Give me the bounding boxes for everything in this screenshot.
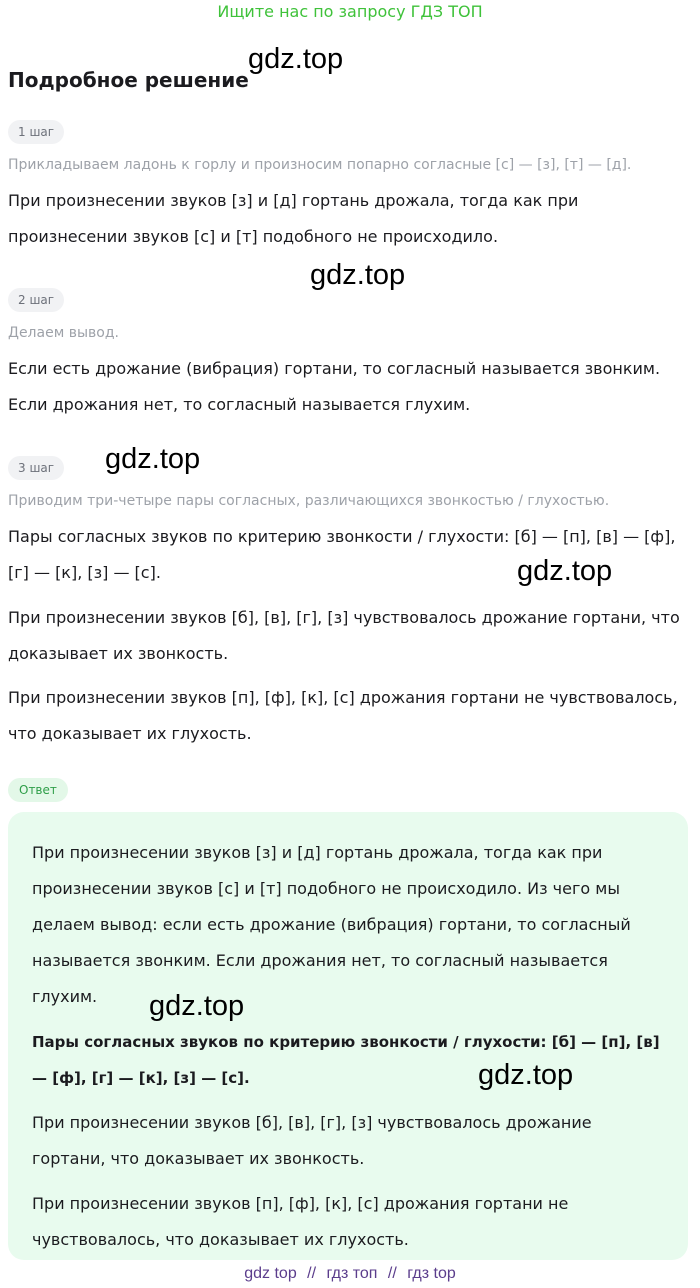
answer-paragraph-conclusion: При произнесении звуков [з] и [д] гортань дрожала, тогда как при произнесении звуков [с] и [т] подобного не происходило. Из чего мы делаем вывод: если есть дрожание (вибрация) гортани, то согласный называется звонким. Если дрожания нет, то согласный называется глухим. xyxy=(32,843,631,1006)
step-1-badge: 1 шаг xyxy=(8,120,64,144)
search-hint-banner: Ищите нас по запросу ГДЗ ТОП xyxy=(217,2,483,21)
footer-link[interactable]: гдз топ xyxy=(326,1265,378,1282)
step-3-paragraph-voiced: При произнесении звуков [б], [в], [г], [з] чувствовалось дрожание гортани, что доказывает их звонкость. xyxy=(8,608,680,663)
page-title: Подробное решение xyxy=(8,68,249,92)
answer-paragraph-pairs: Пары согласных звуков по критерию звонкости / глухости: [б] — [п], [в] — [ф], [г] — [к], [з] — [с]. xyxy=(32,1033,660,1087)
watermark: gdz.top xyxy=(310,259,406,291)
step-3-paragraph-pairs: Пары согласных звуков по критерию звонкости / глухости: [б] — [п], [в] — [ф], [г] — [к], [з] — [с]. xyxy=(8,527,676,582)
watermark: gdz.top xyxy=(105,443,201,475)
answer-badge: Ответ xyxy=(8,778,68,802)
step-2-paragraph: Если есть дрожание (вибрация) гортани, то согласный называется звонким. Если дрожания нет, то согласный называется глухим. xyxy=(8,359,661,414)
watermark: gdz.top xyxy=(149,990,245,1022)
watermark: gdz.top xyxy=(517,555,613,587)
step-3-paragraph-voiceless: При произнесении звуков [п], [ф], [к], [с] дрожания гортани не чувствовалось, что доказывает их глухость. xyxy=(8,688,678,743)
footer-separator: // xyxy=(307,1265,317,1282)
step-1-hint: Прикладываем ладонь к горлу и произносим попарно согласные [с] — [з], [т] — [д]. xyxy=(8,157,632,173)
step-2-badge: 2 шаг xyxy=(8,288,64,312)
step-1-paragraph: При произнесении звуков [з] и [д] гортань дрожала, тогда как при произнесении звуков [с] и [т] подобного не происходило. xyxy=(8,191,579,246)
step-3-badge: 3 шаг xyxy=(8,456,64,480)
footer-link[interactable]: гдз top xyxy=(407,1265,456,1282)
footer-links xyxy=(0,1262,700,1286)
footer-link[interactable]: gdz top xyxy=(244,1265,297,1282)
watermark: gdz.top xyxy=(248,43,344,75)
step-3-hint: Приводим три-четыре пары согласных, различающихся звонкостью / глухостью. xyxy=(8,493,610,509)
answer-paragraph-voiceless: При произнесении звуков [п], [ф], [к], [с] дрожания гортани не чувствовалось, что доказывает их глухость. xyxy=(32,1194,569,1249)
step-2-hint: Делаем вывод. xyxy=(8,325,119,341)
watermark: gdz.top xyxy=(478,1059,574,1091)
footer-separator: // xyxy=(387,1265,397,1282)
answer-paragraph-voiced: При произнесении звуков [б], [в], [г], [з] чувствовалось дрожание гортани, что доказывает их звонкость. xyxy=(32,1113,592,1168)
